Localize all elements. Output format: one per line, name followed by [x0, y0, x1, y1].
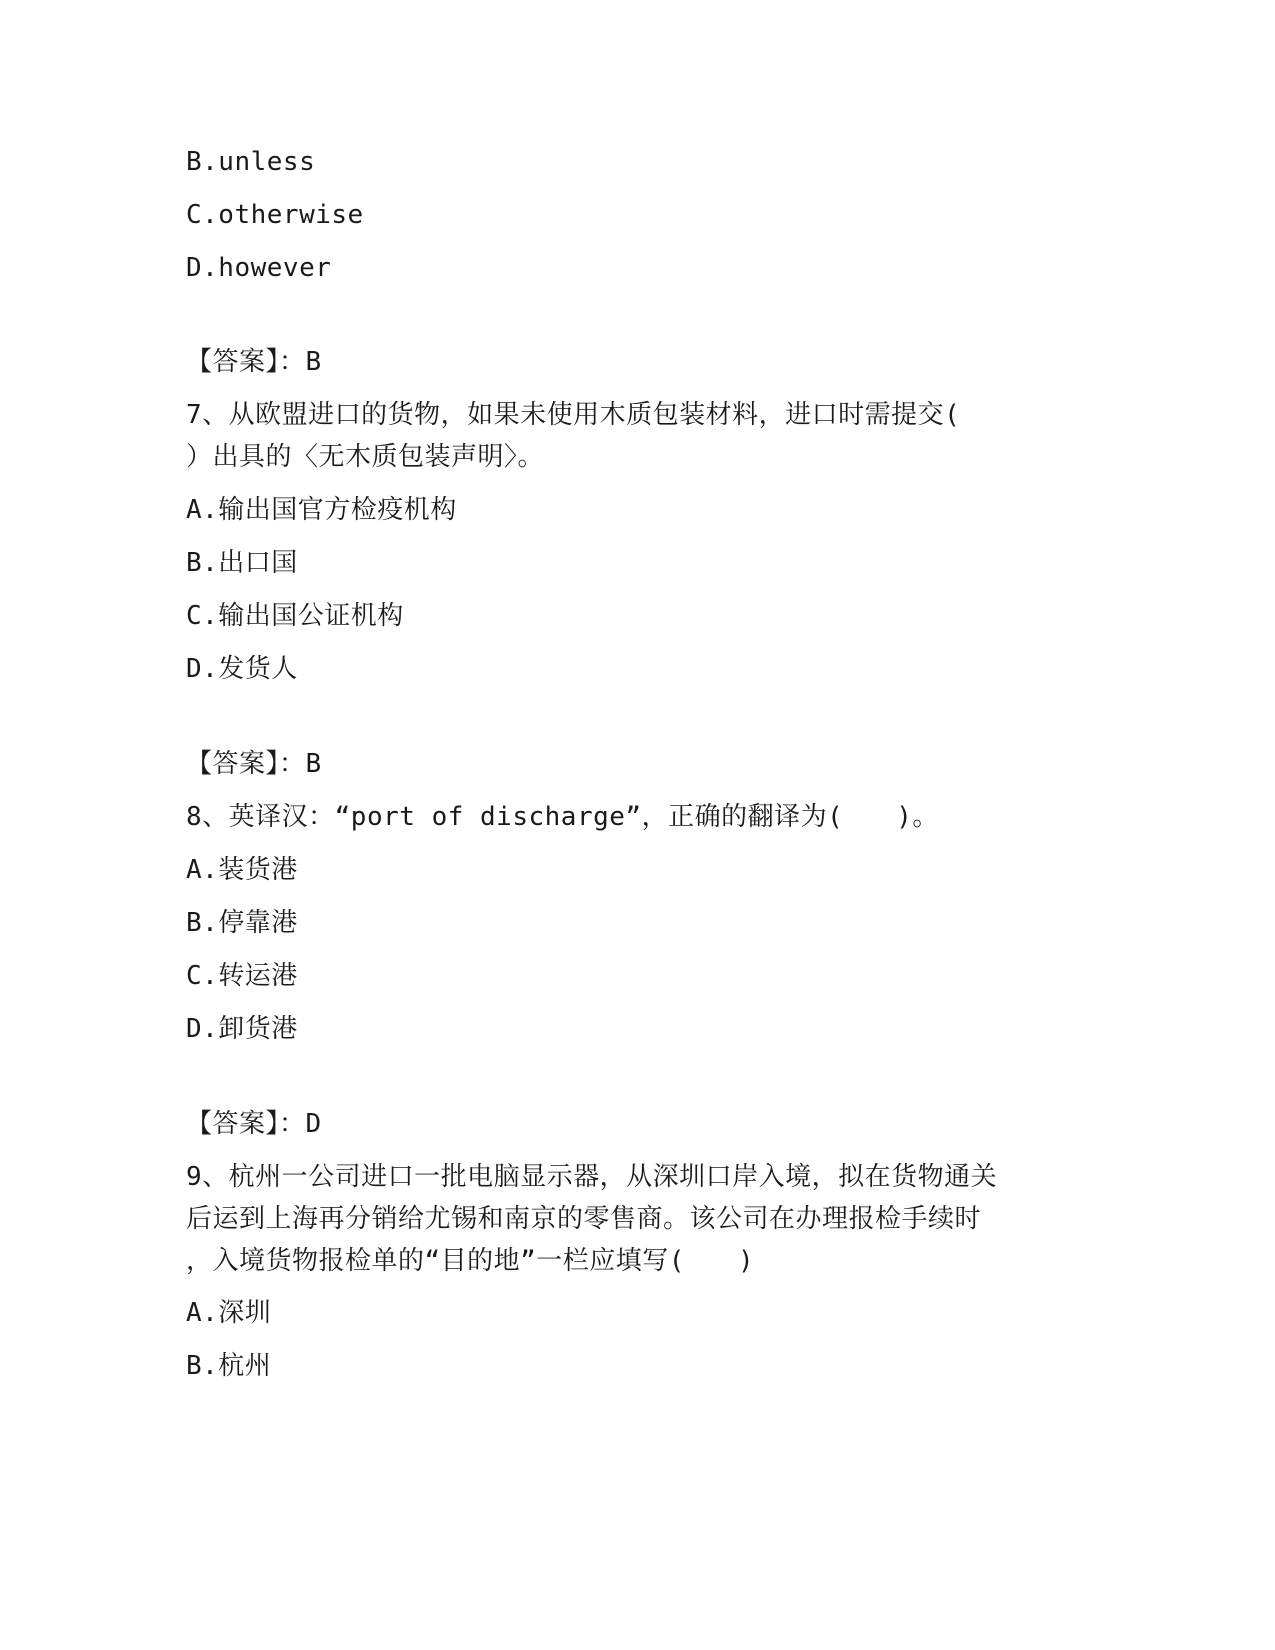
q8-option-c: C.转运港	[186, 961, 298, 991]
q6-option-d: D.however	[186, 253, 332, 283]
q8-stem-line-1: 8、英译汉：“port of discharge”，正确的翻译为( )。	[186, 802, 939, 832]
q7-option-a: A.输出国官方检疫机构	[186, 495, 457, 525]
q7-stem-line-2: ）出具的〈无木质包装声明〉。	[186, 442, 545, 472]
q7-answer: 【答案】：B	[186, 749, 322, 779]
q7-option-b: B.出口国	[186, 548, 298, 578]
q9-stem-line-2: 后运到上海再分销给尤锡和南京的零售商。该公司在办理报检手续时	[186, 1204, 982, 1234]
q7-option-c: C.输出国公证机构	[186, 601, 404, 631]
q9-stem-line-3: ，入境货物报检单的“目的地”一栏应填写( )	[186, 1246, 755, 1276]
q9-option-b: B.杭州	[186, 1351, 272, 1381]
q9-stem-line-1: 9、杭州一公司进口一批电脑显示器，从深圳口岸入境，拟在货物通关	[186, 1162, 998, 1192]
q8-option-b: B.停靠港	[186, 908, 298, 938]
q7-option-d: D.发货人	[186, 654, 298, 684]
q8-answer: 【答案】：D	[186, 1109, 322, 1139]
q8-option-a: A.装货港	[186, 855, 298, 885]
q6-answer: 【答案】：B	[186, 347, 322, 377]
q8-option-d: D.卸货港	[186, 1014, 298, 1044]
q6-option-c: C.otherwise	[186, 200, 364, 230]
q6-option-b: B.unless	[186, 147, 316, 177]
q7-stem-line-1: 7、从欧盟进口的货物，如果未使用木质包装材料，进口时需提交(	[186, 400, 961, 430]
q9-option-a: A.深圳	[186, 1298, 272, 1328]
